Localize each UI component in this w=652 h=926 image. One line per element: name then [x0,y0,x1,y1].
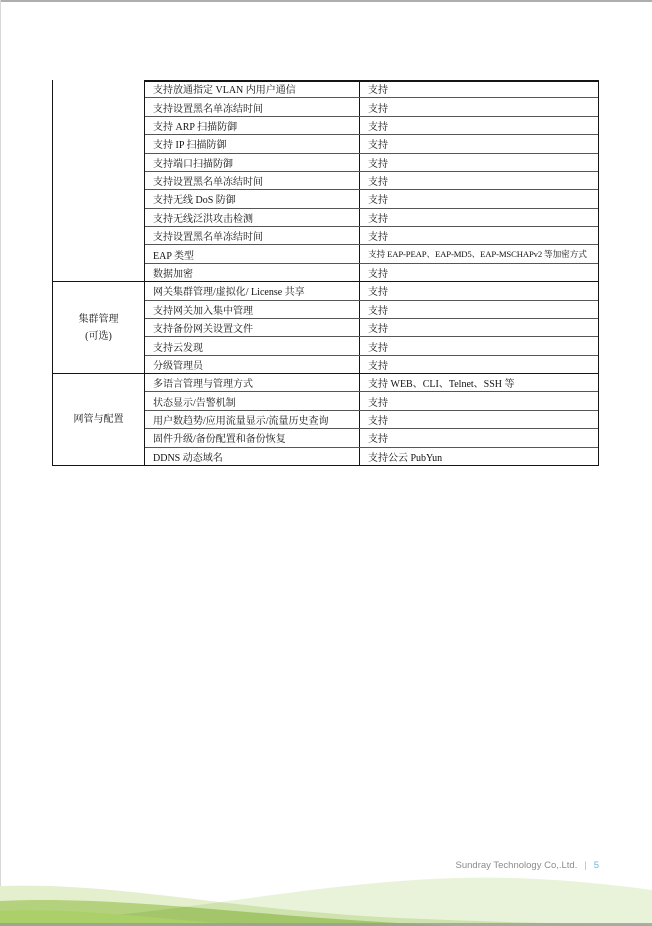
support-cell: 支持 [368,287,388,299]
support-cell: 支持 [368,85,388,97]
feature-cell: 状态显示/告警机制 [145,392,360,409]
table-row [145,189,598,207]
feature-cell: 支持无线泛洪攻击检测 [145,209,360,226]
table-row [145,153,598,171]
table-row [145,134,598,152]
category-cell [53,282,145,373]
support-cell: 支持 [368,397,388,409]
support-cell: 支持 [368,213,388,225]
spec-table-body [53,80,598,465]
group-rows [145,282,598,373]
table-row [145,80,598,97]
support-cell: 支持 [368,121,388,133]
feature-cell: 分级管理员 [145,356,360,373]
feature-cell: 多语言管理与管理方式 [145,374,360,391]
support-cell: 支持 [368,140,388,152]
support-cell: 支持 [368,232,388,244]
support-cell: 支持 [368,324,388,336]
support-cell: 支持 [368,305,388,317]
support-cell: 支持 WEB、CLI、Telnet、SSH 等 [368,379,515,391]
table-row [145,171,598,189]
support-cell: 支持 [368,360,388,372]
footer-separator: | [584,860,587,870]
table-row [145,374,598,391]
support-cell: 支持 [368,195,388,207]
group-rows [145,80,598,281]
support-cell: 支持 [368,177,388,189]
feature-cell: DDNS 动态域名 [145,448,360,465]
support-cell: 支持 EAP-PEAP、EAP-MD5、EAP-MSCHAPv2 等加密方式 [368,249,587,260]
table-group [53,80,598,281]
group-rows [145,374,598,465]
table-row [145,336,598,354]
table-row [145,263,598,281]
feature-cell: 支持 ARP 扫描防御 [145,117,360,134]
feature-cell: EAP 类型 [145,245,360,262]
table-row [145,208,598,226]
support-cell: 支持 [368,434,388,446]
category-line: 网管与配置 [73,414,124,426]
table-row [145,116,598,134]
support-cell: 支持 [368,268,388,280]
feature-cell: 支持 IP 扫描防御 [145,135,360,152]
category-line: 集群管理 [78,313,119,325]
table-group [53,373,598,465]
feature-cell: 网关集群管理/虚拟化/ License 共享 [145,282,360,299]
support-cell: 支持公云 PubYun [368,452,443,464]
table-group [53,281,598,373]
table-row [145,410,598,428]
support-cell: 支持 [368,416,388,428]
feature-cell: 支持网关加入集中管理 [145,301,360,318]
feature-cell: 支持备份网关设置文件 [145,319,360,336]
feature-cell: 支持设置黑名单冻结时间 [145,98,360,115]
feature-cell: 固件升级/备份配置和备份恢复 [145,429,360,446]
feature-cell: 数据加密 [145,264,360,281]
table-row [145,97,598,115]
table-row [145,391,598,409]
table-row [145,226,598,244]
feature-cell: 用户数趋势/应用流量显示/流量历史查询 [145,411,360,428]
footer-company: Sundray Technology Co,.Ltd. [455,859,578,871]
table-row [145,244,598,262]
category-cell [53,80,145,281]
feature-cell: 支持设置黑名单冻结时间 [145,172,360,189]
page-left-edge [0,0,1,926]
table-row [145,282,598,299]
page-top-edge [0,0,652,2]
spec-table [52,80,599,466]
category-line: (可选) [85,330,112,342]
feature-cell: 支持端口扫描防御 [145,154,360,171]
table-row [145,447,598,465]
support-cell: 支持 [368,158,388,170]
table-row [145,300,598,318]
page-number: 5 [593,859,599,871]
feature-cell: 支持云发现 [145,337,360,354]
table-row [145,318,598,336]
feature-cell: 支持放通指定 VLAN 内用户通信 [145,80,360,97]
category-cell [53,374,145,465]
table-top-border [145,80,599,82]
support-cell: 支持 [368,103,388,115]
decorative-waves [0,864,652,926]
table-row [145,355,598,373]
support-cell: 支持 [368,342,388,354]
feature-cell: 支持无线 DoS 防御 [145,190,360,207]
feature-cell: 支持设置黑名单冻结时间 [145,227,360,244]
table-row [145,428,598,446]
